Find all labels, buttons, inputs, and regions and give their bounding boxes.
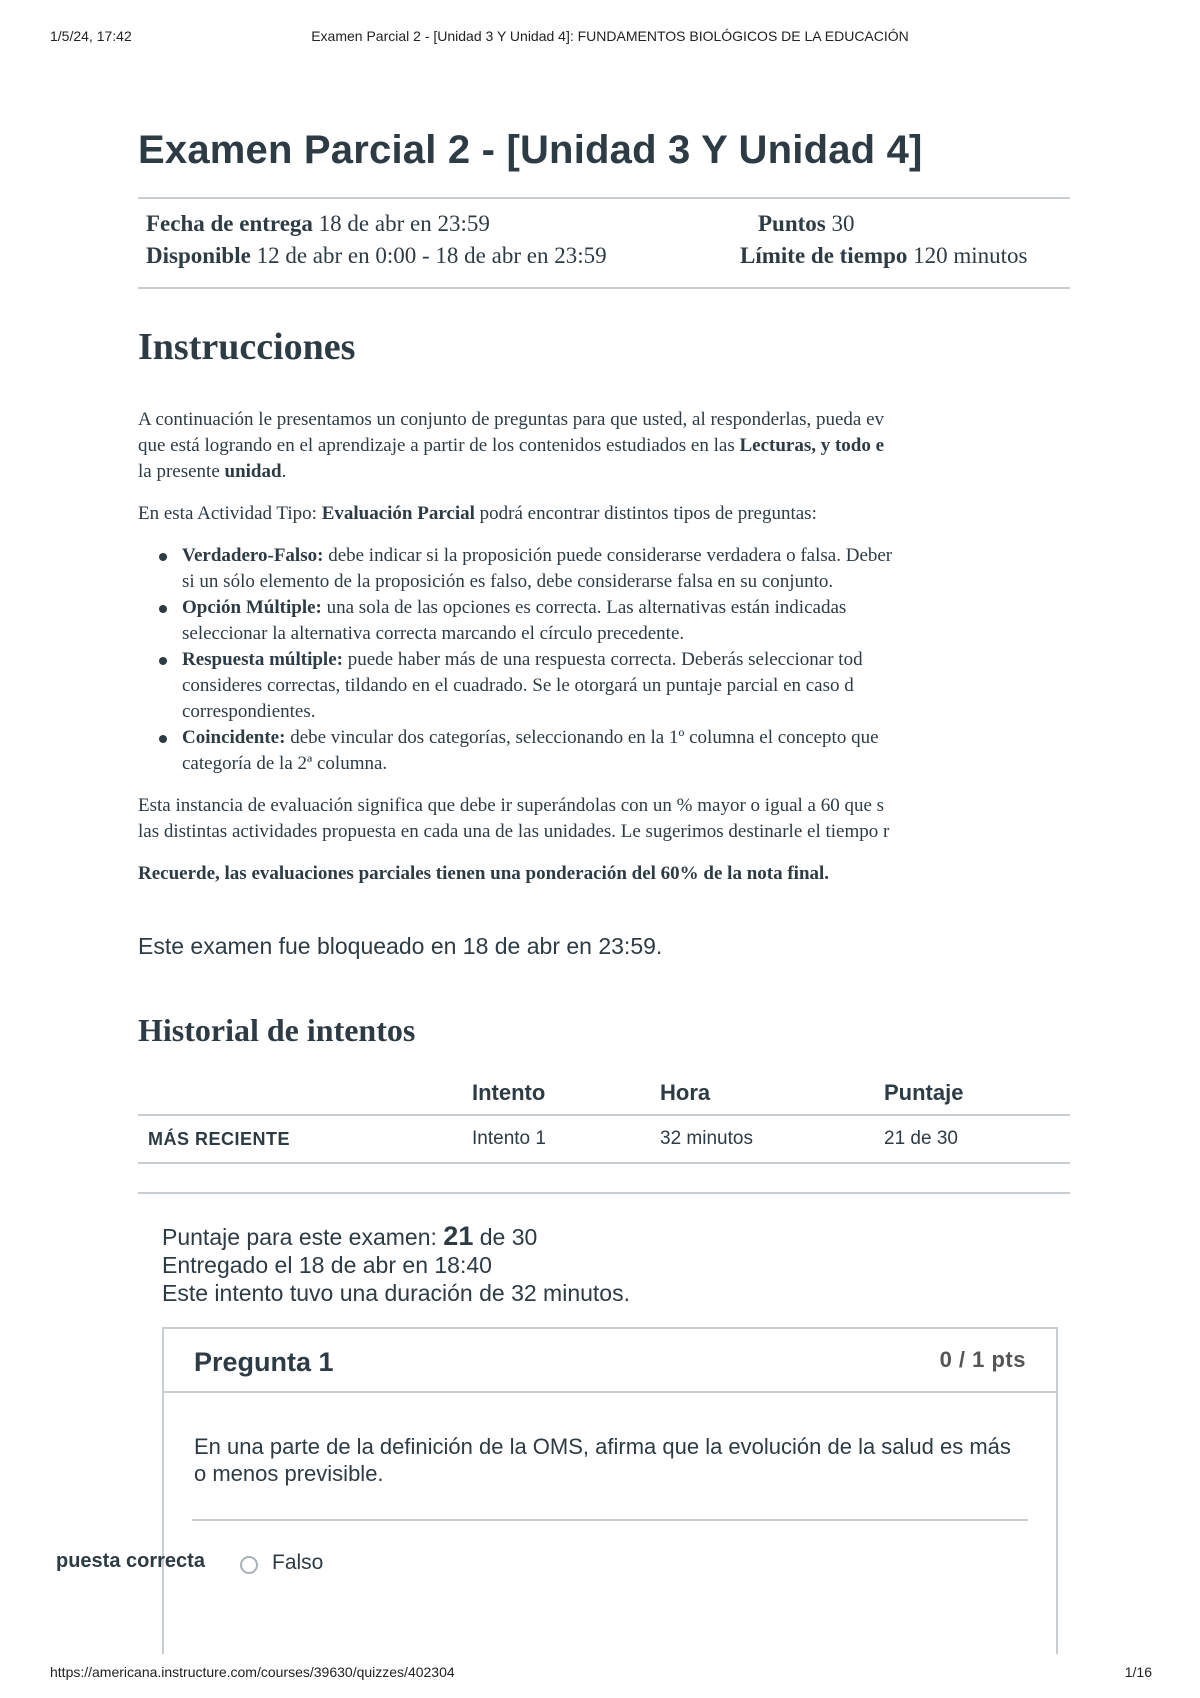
question-type-term: Coincidente: [182, 727, 286, 748]
attempt-link[interactable]: Intento 1 [472, 1115, 660, 1163]
quiz-details [138, 197, 1070, 289]
question-card [162, 1327, 1058, 1654]
page-number: 1/16 [1124, 1664, 1152, 1680]
attempt-history-table [138, 1071, 1070, 1164]
question-type-item [138, 595, 1070, 647]
page-url: https://americana.instructure.com/courses/39630/quizzes/402304 [50, 1664, 455, 1680]
question-type-item [138, 543, 1070, 595]
availability-row [146, 243, 607, 269]
duration-line: Este intento tuvo una duración de 32 minutos. [162, 1280, 630, 1306]
question-type-item [138, 647, 1070, 725]
points-value: 30 [831, 211, 855, 236]
instructions-emphasis: Evaluación Parcial [321, 503, 475, 524]
instructions-text: podrá encontrar distintos tipos de preguntas: [474, 503, 817, 524]
instructions-emphasis: unidad [224, 461, 282, 482]
column-header [138, 1071, 472, 1115]
quiz-content [138, 90, 1070, 1654]
instructions-paragraph-2 [138, 501, 1070, 527]
question-name: Pregunta 1 [194, 1347, 334, 1377]
time-limit-value: 120 minutos [913, 243, 1028, 268]
time-limit-row [740, 243, 1027, 269]
instructions-text: que está logrando en el aprendizaje a partir de los contenidos estudiados en las [138, 435, 740, 456]
instructions-text: Esta instancia de evaluación significa que debe ir superándolas con un % mayor o igual a 60 que s [138, 795, 885, 816]
instructions-paragraph-3 [138, 793, 1070, 845]
question-type-desc: debe vincular dos categorías, seleccionando en la 1º columna el concepto que [285, 727, 879, 748]
answer-feedback-label: puesta correcta [56, 1550, 205, 1572]
question-type-term: Opción Múltiple: [182, 597, 322, 618]
points-label: Puntos [758, 211, 826, 236]
due-date-value: 18 de abr en 23:59 [318, 211, 490, 236]
question-type-item [138, 725, 1070, 777]
availability-value: 12 de abr en 0:00 - 18 de abr en 23:59 [256, 243, 607, 268]
question-header [164, 1329, 1056, 1393]
submitted-line: Entregado el 18 de abr en 18:40 [162, 1252, 492, 1278]
points-row [758, 211, 855, 237]
score-value: 21 [443, 1221, 474, 1251]
score-suffix: de 30 [473, 1224, 538, 1250]
print-header [0, 28, 1200, 48]
due-date-label: Fecha de entrega [146, 211, 313, 236]
score-prefix: Puntaje para este examen: [162, 1224, 444, 1250]
score-summary [162, 1222, 1070, 1307]
instructions-emphasis: Lecturas, y todo e [739, 435, 885, 456]
quiz-score-line [162, 1222, 1070, 1251]
quiz-locked-message: Este examen fue bloqueado en 18 de abr en 23:59. [138, 933, 663, 959]
instructions-paragraph-1 [138, 407, 1070, 485]
table-row [138, 1115, 1070, 1163]
question-type-desc: si un sólo elemento de la proposición es falso, debe considerarse falsa en su conjunto. [182, 571, 834, 592]
instructions-text: . [281, 461, 287, 482]
divider [138, 1192, 1070, 1194]
instructions-text: En esta Actividad Tipo: [138, 503, 322, 524]
answer-option-falso[interactable]: Falso [272, 1551, 324, 1574]
question-type-desc: puede haber más de una respuesta correcta. Deberás seleccionar tod [342, 649, 863, 670]
question-type-desc: una sola de las opciones es correcta. Las alternativas están indicadas [321, 597, 847, 618]
table-header-row [138, 1071, 1070, 1115]
instructions-body [138, 407, 1070, 887]
column-header-attempt: Intento [472, 1071, 660, 1115]
question-type-desc: debe indicar si la proposición puede considerarse verdadera o falsa. Deber [323, 545, 893, 566]
attempt-history-heading: Historial de intentos [138, 1012, 416, 1048]
time-limit-label: Límite de tiempo [740, 243, 908, 268]
question-type-term: Respuesta múltiple: [182, 649, 343, 670]
print-date: 1/5/24, 17:42 [50, 28, 132, 44]
question-type-term: Verdadero-Falso: [182, 545, 324, 566]
question-types-list [138, 543, 1070, 777]
question-type-desc: categoría de la 2ª columna. [182, 753, 388, 774]
question-type-desc: consideres correctas, tildando en el cuadrado. Se le otorgará un puntaje parcial en caso d [182, 675, 854, 696]
instructions-heading: Instrucciones [138, 326, 356, 368]
quiz-title: Examen Parcial 2 - [Unidad 3 Y Unidad 4] [138, 128, 923, 172]
question-type-desc: correspondientes. [182, 701, 316, 722]
instructions-text: las distintas actividades propuesta en cada una de las unidades. Le sugerimos destinarle el tiempo r [138, 821, 890, 842]
column-header-time: Hora [660, 1071, 884, 1115]
availability-label: Disponible [146, 243, 251, 268]
due-date-row [146, 211, 490, 237]
attempt-score: 21 de 30 [884, 1115, 1070, 1163]
question-points: 0 / 1 pts [939, 1347, 1026, 1372]
question-text: En una parte de la definición de la OMS, afirma que la evolución de la salud es más o menos previsible. [194, 1434, 1011, 1486]
instructions-text: la presente [138, 461, 225, 482]
radio-button[interactable] [240, 1556, 258, 1574]
weighting-note: Recuerde, las evaluaciones parciales tienen una ponderación del 60% de la nota final. [138, 863, 830, 884]
attempt-time: 32 minutos [660, 1115, 884, 1163]
instructions-text: A continuación le presentamos un conjunto de preguntas para que usted, al responderlas, pueda ev [138, 409, 885, 430]
most-recent-label: MÁS RECIENTE [138, 1115, 472, 1163]
question-type-desc: seleccionar la alternativa correcta marcando el círculo precedente. [182, 623, 685, 644]
print-document-title: Examen Parcial 2 - [Unidad 3 Y Unidad 4]: FUNDAMENTOS BIOLÓGICOS DE LA EDUCACIÓN [311, 28, 909, 44]
divider [192, 1519, 1028, 1521]
column-header-score: Puntaje [884, 1071, 1070, 1115]
